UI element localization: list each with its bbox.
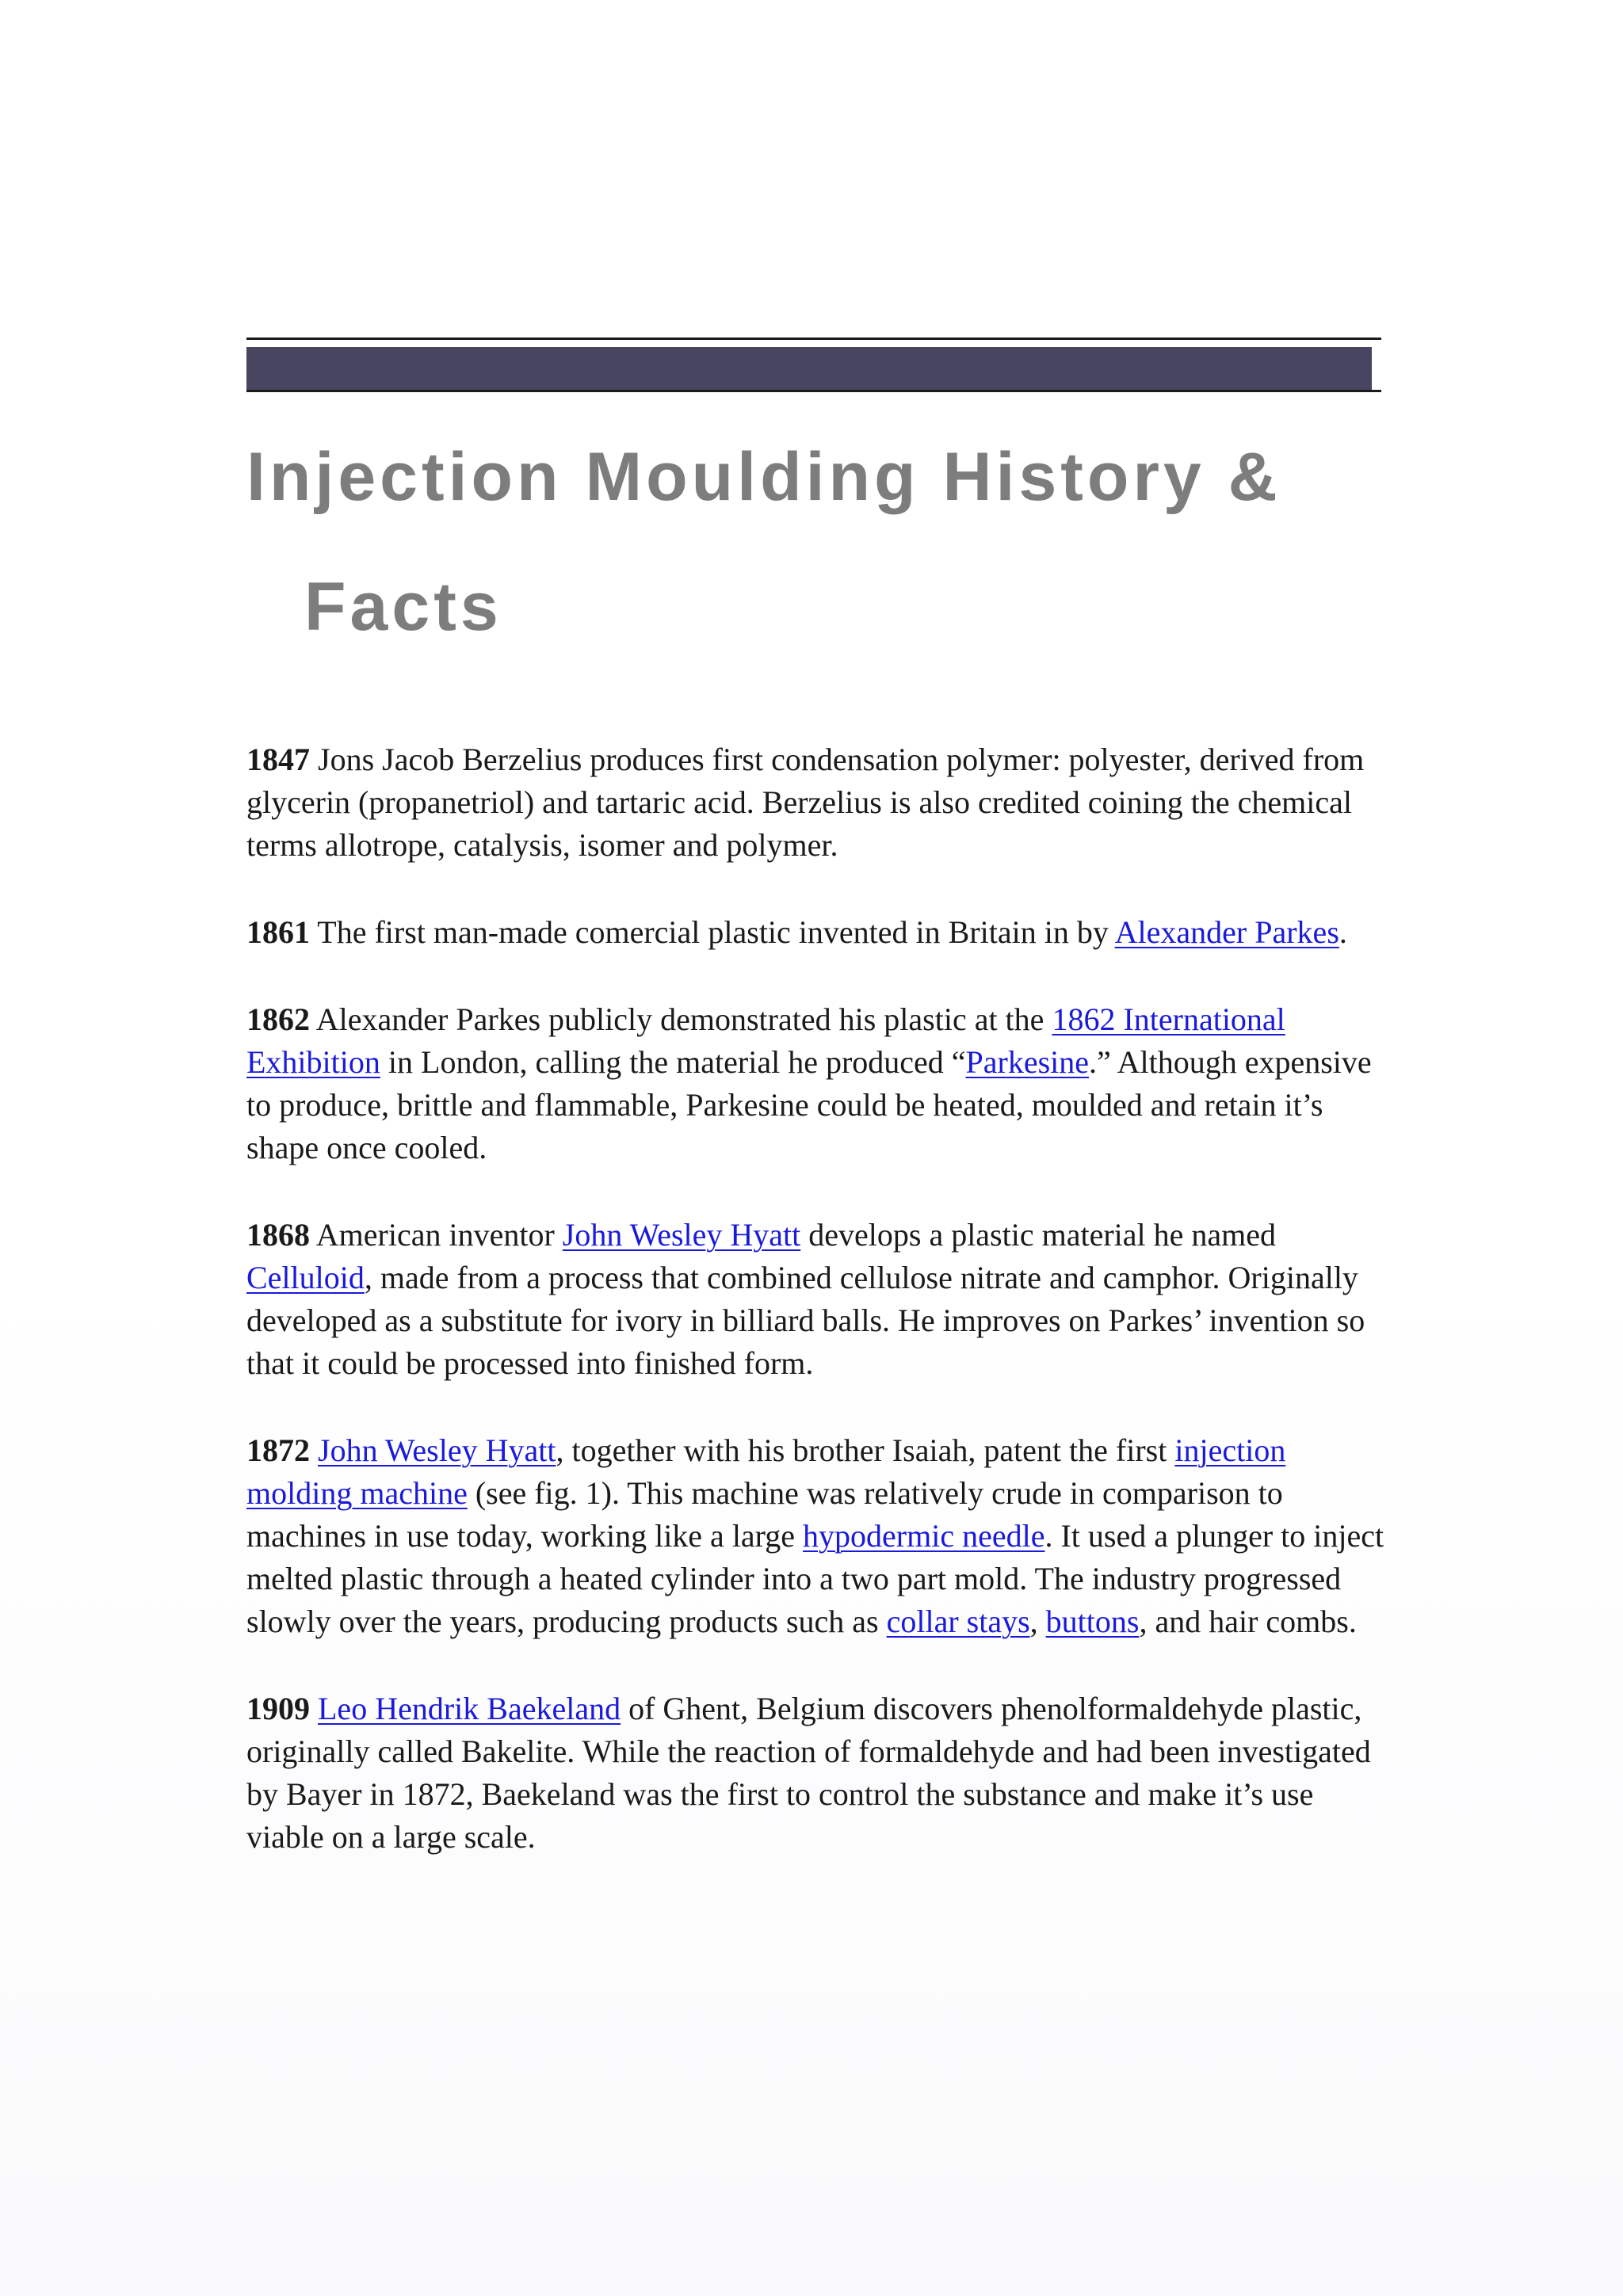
link-buttons[interactable]: buttons bbox=[1045, 1604, 1140, 1639]
entry-text: .” Although expensive to produce, brittle and flammable, Parkesine could be heated, moulded and retain it’s shape once cooled. bbox=[246, 1044, 1372, 1165]
entry-text: American inventor bbox=[310, 1217, 563, 1253]
entry-text: , bbox=[1029, 1604, 1046, 1639]
timeline-entry-1862 bbox=[246, 998, 1396, 1169]
timeline-entry-1847 bbox=[246, 738, 1396, 867]
entry-text: . bbox=[1338, 914, 1347, 950]
link-leo-hendrik-baekeland[interactable]: Leo Hendrik Baekeland bbox=[318, 1691, 621, 1726]
link-injection-molding-machine[interactable]: injection molding machine bbox=[246, 1432, 1286, 1511]
entry-text: , together with his brother Isaiah, patent the first bbox=[556, 1432, 1175, 1468]
entry-year: 1862 bbox=[246, 1001, 310, 1037]
link-1862-international-exhibition[interactable]: 1862 International Exhibition bbox=[246, 1001, 1285, 1080]
timeline-entry-1909 bbox=[246, 1688, 1396, 1859]
entry-year: 1861 bbox=[246, 914, 310, 950]
entry-year: 1909 bbox=[246, 1691, 310, 1726]
entry-year: 1868 bbox=[246, 1217, 310, 1253]
link-hypodermic-needle[interactable]: hypodermic needle bbox=[803, 1518, 1045, 1554]
link-parkesine[interactable]: Parkesine bbox=[965, 1044, 1090, 1080]
entry-text: develops a plastic material he named bbox=[800, 1217, 1277, 1253]
page-title-line-2: Facts bbox=[304, 569, 502, 645]
timeline-entry-1868 bbox=[246, 1214, 1396, 1385]
entry-text: , and hair combs. bbox=[1139, 1604, 1357, 1639]
entry-year: 1872 bbox=[246, 1432, 310, 1468]
entry-text: . It used a plunger to inject melted plastic through a heated cylinder into a two part mold. The industry progressed slowly over the years, producing products such as bbox=[246, 1518, 1384, 1639]
link-john-wesley-hyatt[interactable]: John Wesley Hyatt bbox=[562, 1217, 801, 1253]
header-bottom-rule bbox=[246, 390, 1381, 392]
link-alexander-parkes[interactable]: Alexander Parkes bbox=[1114, 914, 1339, 950]
entry-text: (see fig. 1). This machine was relatively crude in comparison to machines in use today, working like a large bbox=[246, 1475, 1283, 1554]
entry-text bbox=[310, 1691, 318, 1726]
page-title bbox=[246, 412, 1388, 672]
entry-text: of Ghent, Belgium discovers phenolformaldehyde plastic, originally called Bakelite. While the reaction of formaldehyde and had been investigated by Bayer in 1872, Baekeland was the first to control the substance and make it’s use viable on a large scale. bbox=[246, 1691, 1371, 1855]
entry-text: Alexander Parkes publicly demonstrated his plastic at the bbox=[310, 1001, 1052, 1037]
link-celluloid[interactable]: Celluloid bbox=[246, 1260, 365, 1295]
entry-text: The first man-made comercial plastic invented in Britain in by bbox=[310, 914, 1115, 950]
entry-text bbox=[310, 1432, 318, 1468]
header-top-rule bbox=[246, 338, 1381, 340]
timeline-content bbox=[246, 738, 1396, 1903]
link-john-wesley-hyatt[interactable]: John Wesley Hyatt bbox=[318, 1432, 556, 1468]
timeline-entry-1872 bbox=[246, 1429, 1396, 1643]
entry-text: in London, calling the material he produced “ bbox=[380, 1044, 966, 1080]
page-title-line-1: Injection Moulding History & bbox=[246, 439, 1281, 515]
entry-text: , made from a process that combined cellulose nitrate and camphor. Originally developed as a substitute for ivory in billiard balls. He improves on Parkes’ invention so that it could be processed into finished form. bbox=[246, 1260, 1365, 1381]
entry-year: 1847 bbox=[246, 742, 310, 777]
header-banner bbox=[246, 347, 1372, 390]
link-collar-stays[interactable]: collar stays bbox=[886, 1604, 1030, 1639]
entry-text: Jons Jacob Berzelius produces first condensation polymer: polyester, derived from glycerin (propanetriol) and tartaric acid. Berzelius is also credited coining the chemical terms allotrope, catalysis, isomer and polymer. bbox=[246, 742, 1365, 863]
timeline-entry-1861 bbox=[246, 911, 1396, 954]
